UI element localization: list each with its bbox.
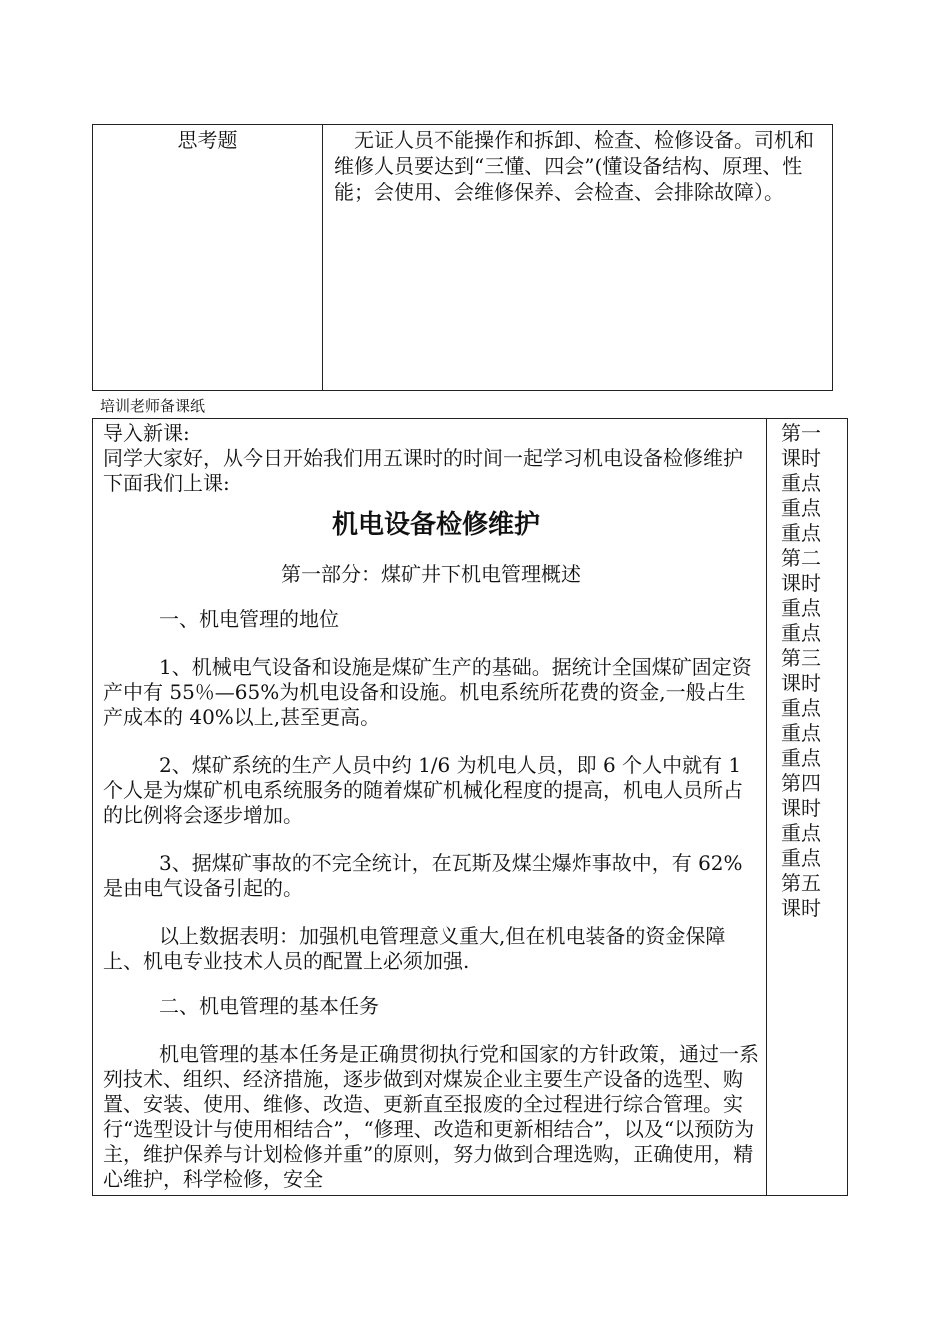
column-divider bbox=[322, 125, 323, 390]
sidebar-item: 重点 bbox=[781, 596, 821, 620]
sidebar-item: 重点 bbox=[781, 521, 821, 545]
sidebar-item: 重点 bbox=[781, 821, 821, 845]
lesson-table bbox=[92, 418, 848, 1196]
sidebar-item: 重点 bbox=[781, 746, 821, 770]
question-answer: 无证人员不能操作和拆卸、检查、检修设备。司机和维修人员要达到“三懂、四会”(懂设备结构、原理、性能；会使用、会维修保养、会检查、会排除故障）。 bbox=[334, 128, 814, 204]
lesson-title: 机电设备检修维护 bbox=[331, 510, 540, 540]
part-heading: 第一部分：煤矿井下机电管理概述 bbox=[281, 562, 581, 586]
intro-label: 导入新课: bbox=[103, 421, 190, 445]
sidebar-item: 第四 bbox=[781, 771, 821, 795]
sidebar-item: 重点 bbox=[781, 471, 821, 495]
sidebar-item: 重点 bbox=[781, 496, 821, 520]
thinking-question-table bbox=[92, 124, 833, 391]
column-divider bbox=[766, 419, 767, 1195]
sidebar-item: 课时 bbox=[781, 896, 821, 920]
sidebar-item: 课时 bbox=[781, 796, 821, 820]
sidebar-item: 重点 bbox=[781, 696, 821, 720]
paragraph-2: 2、煤矿系统的生产人员中约 1/6 为机电人员，即 6 个人中就有 1 个人是为煤矿机电系统服务的随着煤矿机械化程度的提高，机电人员所占的比例将会逐步增加。 bbox=[103, 753, 743, 827]
sidebar-item: 重点 bbox=[781, 621, 821, 645]
paragraph-3: 3、据煤矿事故的不完全统计，在瓦斯及煤尘爆炸事故中，有 62%是由电气设备引起的。 bbox=[103, 851, 743, 900]
paragraph-1: 1、机械电气设备和设施是煤矿生产的基础。据统计全国煤矿固定资产中有 55％—65%为机电设备和设施。机电系统所花费的资金,一般占生产成本的 40%以上,甚至更高。 bbox=[103, 655, 752, 729]
section-heading-1: 一、机电管理的地位 bbox=[159, 607, 339, 631]
lesson-content bbox=[103, 421, 759, 1192]
sidebar-item: 课时 bbox=[781, 671, 821, 695]
sidebar-item: 第一 bbox=[781, 421, 821, 445]
sidebar-item: 重点 bbox=[781, 721, 821, 745]
sidebar-item: 第五 bbox=[781, 871, 821, 895]
paragraph-5: 机电管理的基本任务是正确贯彻执行党和国家的方针政策，通过一系列技术、组织、经济措施，逐步做到对煤炭企业主要生产设备的选型、购置、安装、使用、维修、改造、更新直至报废的全过程进行综合管理。实行“选型设计与使用相结合”，“修理、改造和更新相结合”，以及“以预防为主，维护保养与计划检修并重”的原则，努力做到合理选购，正确使用，精心维护，科学检修，安全 bbox=[103, 1042, 759, 1191]
lesson-sidebar bbox=[781, 421, 831, 921]
sidebar-item: 第三 bbox=[781, 646, 821, 670]
paragraph-4: 以上数据表明：加强机电管理意义重大,但在机电装备的资金保障上、机电专业技术人员的配置上必须加强. bbox=[103, 924, 726, 973]
sidebar-item: 课时 bbox=[781, 571, 821, 595]
question-label: 思考题 bbox=[177, 128, 238, 152]
section-heading-2: 二、机电管理的基本任务 bbox=[159, 994, 379, 1018]
intro-text: 同学大家好，从今日开始我们用五课时的时间一起学习机电设备检修维护下面我们上课: bbox=[103, 446, 743, 495]
page-caption: 培训老师备课纸 bbox=[100, 397, 206, 415]
sidebar-item: 课时 bbox=[781, 446, 821, 470]
sidebar-item: 第二 bbox=[781, 546, 821, 570]
sidebar-item: 重点 bbox=[781, 846, 821, 870]
